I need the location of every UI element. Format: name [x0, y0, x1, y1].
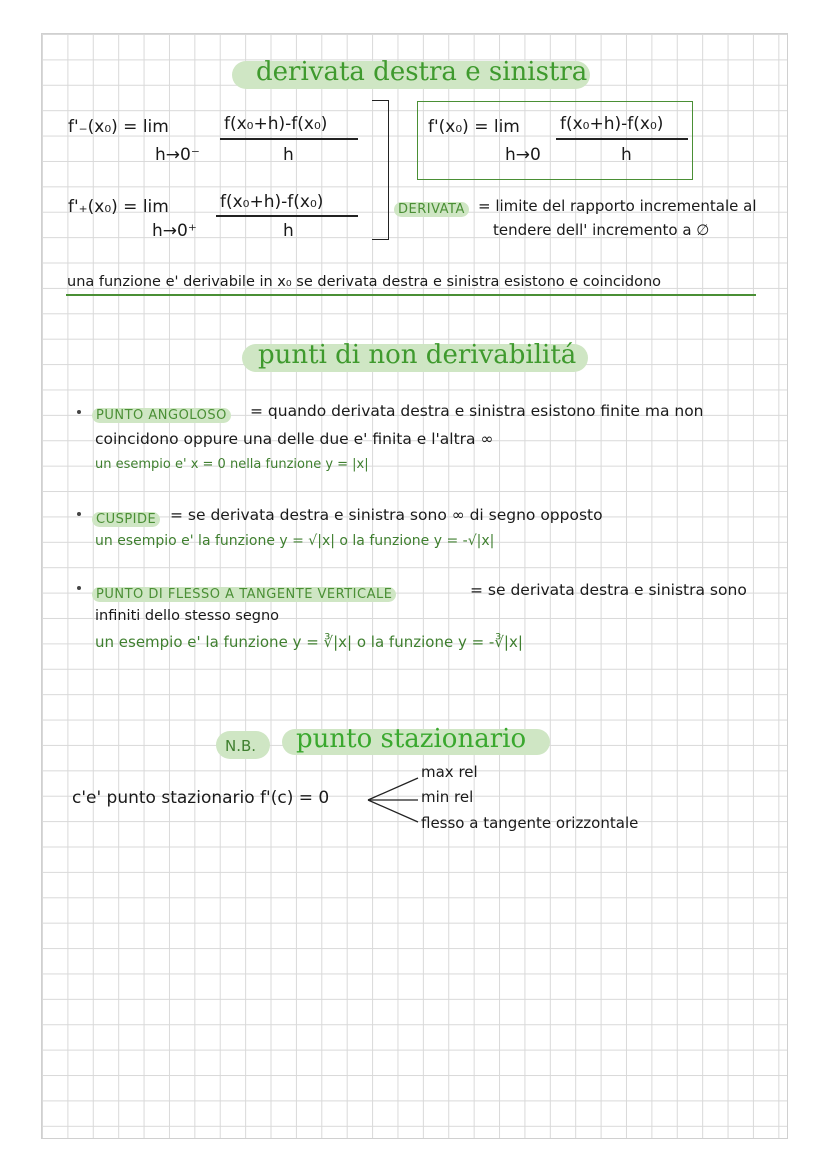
right-derivative-denominator: h [283, 221, 294, 241]
left-derivative-lhs: f'₋(x₀) = lim [68, 117, 169, 137]
punto-angoloso-example: un esempio e' x = 0 nella funzione y = |x| [95, 457, 369, 472]
branch-min-rel: min rel [421, 788, 474, 806]
fraction-line [220, 138, 358, 140]
punto-angoloso-label: PUNTO ANGOLOSO [92, 408, 231, 423]
punto-angoloso-text-1: = quando derivata destra e sinistra esistono finite ma non [250, 402, 704, 420]
nb-label: N.B. [225, 737, 257, 755]
derivative-lhs: f'(x₀) = lim [428, 117, 520, 137]
section-title-derivata: derivata destra e sinistra [256, 57, 588, 87]
definition-label-wrap [394, 198, 469, 217]
bracket [372, 100, 389, 240]
definition-label: DERIVATA [394, 202, 469, 217]
cuspide-text-1: = se derivata destra e sinistra sono ∞ di segno opposto [170, 506, 603, 524]
flesso-verticale-text-2: infiniti dello stesso segno [95, 608, 280, 624]
derivability-note: una funzione e' derivabile in x₀ se derivata destra e sinistra esistono e coincidono [67, 274, 662, 290]
underline [66, 294, 756, 296]
right-derivative-numerator: f(x₀+h)-f(x₀) [220, 192, 324, 212]
derivative-limit: h→0 [505, 145, 541, 165]
definition-line-2: tendere dell' incremento a ∅ [493, 221, 710, 239]
bullet [77, 586, 81, 590]
punto-angoloso-text-2: coincidono oppure una delle due e' finita e l'altra ∞ [95, 430, 494, 448]
item-label-wrap [92, 404, 231, 423]
bullet [77, 512, 81, 516]
derivative-box [417, 101, 693, 180]
right-derivative-lhs: f'₊(x₀) = lim [68, 197, 169, 217]
left-derivative-numerator: f(x₀+h)-f(x₀) [224, 114, 328, 134]
flesso-verticale-label: PUNTO DI FLESSO A TANGENTE VERTICALE [92, 587, 396, 602]
derivative-denominator: h [621, 145, 632, 165]
left-derivative-denominator: h [283, 145, 294, 165]
branch-flesso-orizzontale: flesso a tangente orizzontale [421, 814, 639, 832]
derivative-numerator: f(x₀+h)-f(x₀) [560, 114, 664, 134]
branch-lines [360, 770, 430, 830]
section-title-stazionario: punto stazionario [296, 724, 527, 754]
left-derivative-limit: h→0⁻ [155, 145, 200, 165]
flesso-verticale-text-1: = se derivata destra e sinistra sono [470, 581, 747, 599]
item-label-wrap [92, 508, 160, 527]
flesso-verticale-example: un esempio e' la funzione y = ∛|x| o la funzione y = -∛|x| [95, 633, 523, 651]
bullet [77, 410, 81, 414]
cuspide-label: CUSPIDE [92, 512, 160, 527]
fraction-line [556, 138, 688, 140]
stationary-statement: c'e' punto stazionario f'(c) = 0 [72, 788, 330, 808]
section-title-non-derivabilita: punti di non derivabilitá [258, 340, 577, 370]
item-label-wrap [92, 583, 396, 602]
right-derivative-limit: h→0⁺ [152, 221, 197, 241]
fraction-line [216, 215, 358, 217]
cuspide-example: un esempio e' la funzione y = √|x| o la funzione y = -√|x| [95, 533, 495, 549]
branch-max-rel: max rel [421, 763, 478, 781]
definition-line-1: = limite del rapporto incrementale al [478, 197, 757, 215]
